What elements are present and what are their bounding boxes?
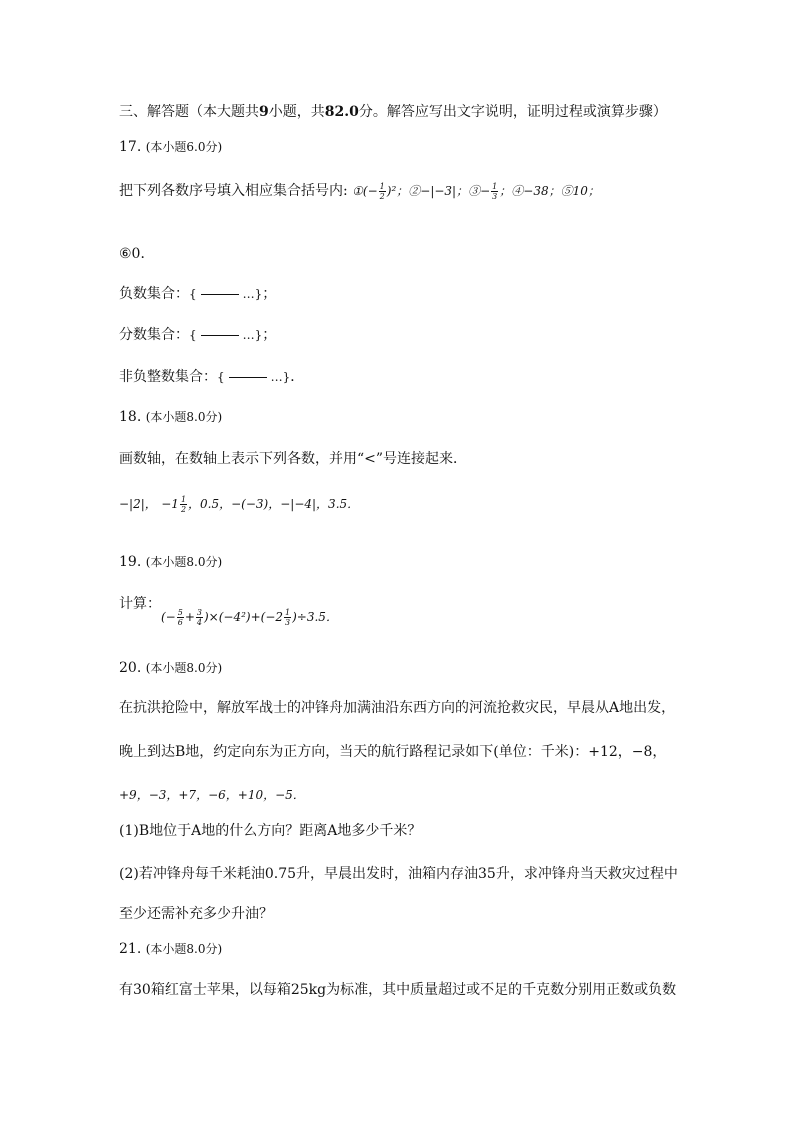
question-20-sub-1: (1)B地位于A地的什么方向？距离A地多少千米？ <box>119 823 422 839</box>
section-heading: 三、解答题（本大题共9小题，共82.0分。解答应写出文字说明，证明过程或演算步骤） <box>119 104 667 120</box>
answer-blank[interactable] <box>229 377 267 378</box>
question-21-line-1: 有30箱红富士苹果，以每箱25kg为标准，其中质量超过或不足的千克数分别用正数或负数 <box>119 982 677 998</box>
question-17-instruction: 把下列各数序号填入相应集合括号内: ①(− $\frac{1}{2}$ )²；②−|−3|；③− $\frac{1}{3}$ ；④−38；⑤10； <box>119 182 600 201</box>
q17-item-3: ③− $\frac{1}{3}$ <box>468 182 498 201</box>
q17-item-2: ；②−|−3|； <box>396 184 469 198</box>
answer-blank[interactable] <box>201 335 239 336</box>
question-19-expression: (− $\frac{5}{6}$ + $\frac{3}{4}$ )×(−4²)+(−2 $\frac{1}{3}$ )÷3.5． <box>161 608 338 627</box>
set-nonnegative-integer: 非负整数集合：{ …}． <box>119 369 305 385</box>
question-20-line-3: +9，−3，+7，−6，+10，−5． <box>119 788 305 802</box>
question-18-numbers: −|2|， −1 $\frac{1}{2}$ ，0.5，−(−3)，−|−4|，3.5． <box>119 495 360 514</box>
answer-blank[interactable] <box>201 294 239 295</box>
question-17-header: 17. (本小题6.0分) <box>119 139 223 155</box>
question-20-line-1: 在抗洪抢险中，解放军战士的冲锋舟加满油沿东西方向的河流抢救灾民，早晨从A地出发， <box>119 700 676 716</box>
question-19-label: 计算： <box>119 596 161 612</box>
set-negative: 负数集合：{ …}； <box>119 286 277 302</box>
q17-item-6: ⑥0． <box>119 246 155 262</box>
question-21-header: 21. (本小题8.0分) <box>119 941 223 957</box>
set-fraction: 分数集合：{ …}； <box>119 327 277 343</box>
question-20-line-2: 晚上到达B地，约定向东为正方向，当天的航行路程记录如下(单位：千米)：+12，−8， <box>119 744 667 760</box>
mixed-number: −1 $\frac{1}{2}$ <box>161 495 187 514</box>
question-18-header: 18. (本小题8.0分) <box>119 409 223 425</box>
question-19-header: 19. (本小题8.0分) <box>119 554 223 570</box>
q17-item-4-5: ；④−38；⑤10； <box>499 184 600 198</box>
question-20-header: 20. (本小题8.0分) <box>119 660 223 676</box>
q17-item-1: ①(− $\frac{1}{2}$ )² <box>352 182 397 201</box>
question-20-sub-2b: 至少还需补充多少升油？ <box>119 906 273 922</box>
question-18-text: 画数轴，在数轴上表示下列各数，并用“<”号连接起来． <box>119 451 468 467</box>
question-20-sub-2: (2)若冲锋舟每千米耗油0.75升，早晨出发时，油箱内存油35升，求冲锋舟当天救灾过程中 <box>119 866 678 882</box>
